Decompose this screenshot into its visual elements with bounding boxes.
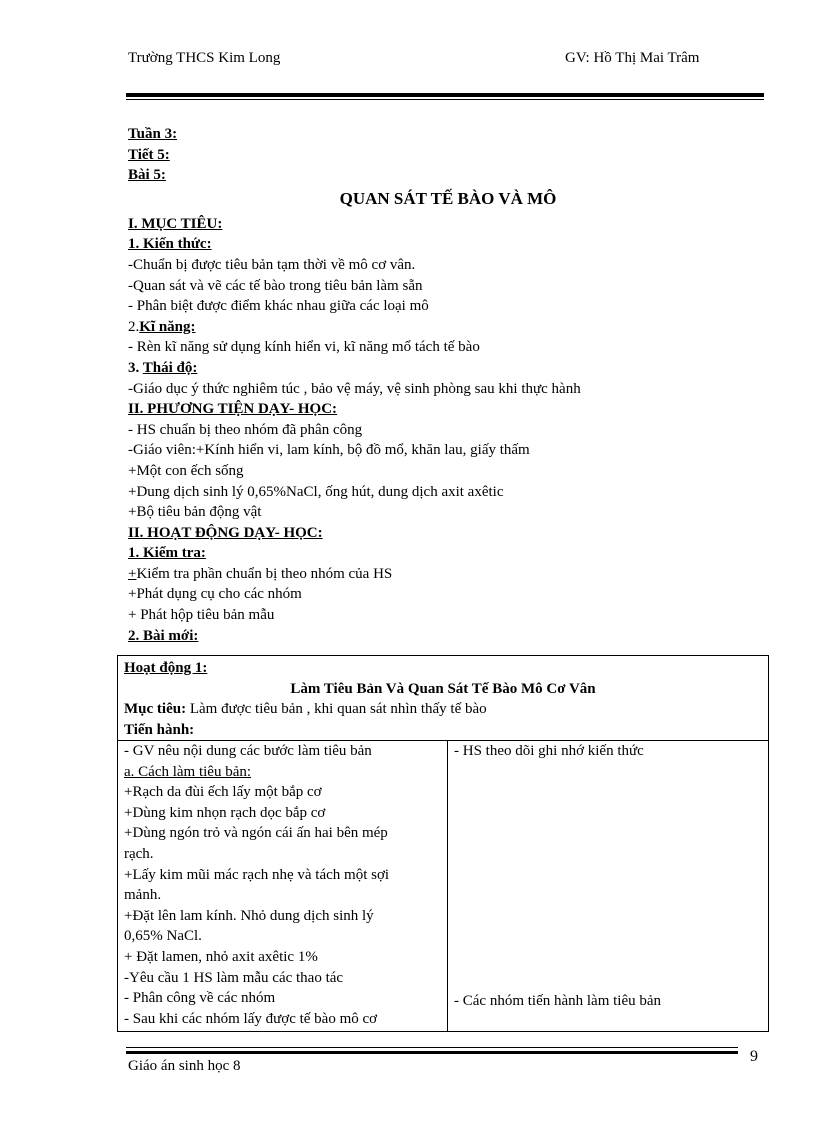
teacher-step: +Lấy kim mũi mác rạch nhẹ và tách một sợi <box>124 866 390 883</box>
skill-heading-line <box>128 317 768 338</box>
activity-label: Hoạt động 1: <box>124 660 208 676</box>
skill-number: 2. <box>128 318 140 335</box>
student-column <box>448 741 768 1031</box>
teacher-step: -Yêu cầu 1 HS làm mẫu các thao tác <box>124 969 344 986</box>
check-item: +Phát dụng cụ cho các nhóm <box>128 586 302 603</box>
skill-item: - Rèn kĩ năng sử dụng kính hiển vi, kĩ năng mổ tách tế bào <box>128 339 480 356</box>
attitude-heading: Thái độ: <box>142 359 198 376</box>
materials-item: +Bộ tiêu bản động vật <box>128 504 262 521</box>
materials-item: +Dung dịch sinh lý 0,65%NaCl, ống hút, dung dịch axit axêtic <box>128 483 504 500</box>
goal-text: Làm được tiêu bản , khi quan sát nhìn thấy tế bào <box>186 701 487 718</box>
materials-item: - HS chuẩn bị theo nhóm đã phân công <box>128 421 363 438</box>
footer-text: Giáo án sinh học 8 <box>128 1058 241 1074</box>
check-item <box>128 564 768 585</box>
knowledge-heading: 1. Kiến thức: <box>128 236 212 253</box>
teacher-step: 0,65% NaCl. <box>124 928 202 945</box>
header-rule-thick <box>126 93 764 97</box>
header-rule-thin <box>126 99 764 100</box>
materials-item: +Một con ếch sống <box>128 462 244 479</box>
activity-goal <box>124 699 762 720</box>
footer-rule-thick <box>126 1051 738 1054</box>
skill-heading: Kĩ năng: <box>139 318 196 335</box>
teacher-step: mảnh. <box>124 887 162 904</box>
period-label: Tiết 5: <box>128 146 170 163</box>
materials-item: -Giáo viên:+Kính hiển vi, lam kính, bộ đồ mổ, khăn lau, giấy thấm <box>128 442 530 459</box>
check-heading: 1. Kiểm tra: <box>128 545 206 562</box>
knowledge-item: - Phân biệt được điểm khác nhau giữa các loại mô <box>128 298 429 315</box>
check-text: Kiểm tra phần chuẩn bị theo nhóm của HS <box>136 565 393 582</box>
knowledge-item: -Chuẩn bị được tiêu bản tạm thời về mô cơ vân. <box>128 256 416 273</box>
new-lesson-heading: 2. Bài mới: <box>128 627 199 644</box>
page-number: 9 <box>750 1048 758 1065</box>
activity-header <box>118 656 768 740</box>
page-title: QUAN SÁT TẾ BÀO VÀ MÔ <box>339 188 557 208</box>
check-item: + Phát hộp tiêu bản mẫu <box>128 607 275 624</box>
section-materials-heading: II. PHƯƠNG TIỆN DẠY- HỌC: <box>128 401 338 418</box>
lesson-label: Bài 5: <box>128 167 166 184</box>
attitude-number: 3. <box>128 359 143 376</box>
teacher-step: +Dùng kim nhọn rạch dọc bắp cơ <box>124 804 326 821</box>
section-objectives-heading: I. MỤC TIÊU: <box>128 215 223 232</box>
activity-subtitle: Làm Tiêu Bản Và Quan Sát Tế Bào Mô Cơ Vân <box>290 680 596 697</box>
header-teacher: GV: Hồ Thị Mai Trâm <box>565 50 700 66</box>
teacher-column <box>118 741 448 1031</box>
student-step: - HS theo dõi ghi nhớ kiến thức <box>454 743 644 759</box>
section-activities-heading: II. HOẠT ĐỘNG DẠY- HỌC: <box>128 524 323 541</box>
teacher-step: +Rạch da đùi ếch lấy một bắp cơ <box>124 784 322 801</box>
knowledge-item: -Quan sát và vẽ các tế bào trong tiêu bản làm sẵn <box>128 277 423 294</box>
activity-table <box>117 655 769 1032</box>
procedure-label: Tiến hành: <box>124 721 195 738</box>
teacher-step: - GV nêu nội dung các bước làm tiêu bản <box>124 743 372 759</box>
attitude-item: -Giáo dục ý thức nghiêm túc , bảo vệ máy, vệ sinh phòng sau khi thực hành <box>128 380 581 397</box>
lesson-content <box>128 124 768 646</box>
header-school: Trường THCS Kim Long <box>128 50 281 66</box>
teacher-step: - Phân công về các nhóm <box>124 990 276 1007</box>
teacher-step: rạch. <box>124 845 154 862</box>
teacher-step: - Sau khi các nhóm lấy được tế bào mô cơ <box>124 1010 378 1027</box>
check-plus: + <box>128 565 137 582</box>
teacher-step: +Đặt lên lam kính. Nhỏ dung dịch sinh lý <box>124 907 374 924</box>
student-step: - Các nhóm tiến hành làm tiêu bản <box>454 993 662 1009</box>
teacher-step: + Đặt lamen, nhỏ axit axêtic 1% <box>124 948 318 965</box>
teacher-step: a. Cách làm tiêu bản: <box>124 763 252 780</box>
goal-label: Mục tiêu: <box>124 701 187 718</box>
activity-columns <box>118 740 768 1031</box>
teacher-step: +Dùng ngón trỏ và ngón cái ấn hai bên mép <box>124 825 388 842</box>
week-label: Tuần 3: <box>128 126 178 142</box>
footer-rule-thin <box>126 1047 738 1048</box>
attitude-heading-line <box>128 358 768 379</box>
